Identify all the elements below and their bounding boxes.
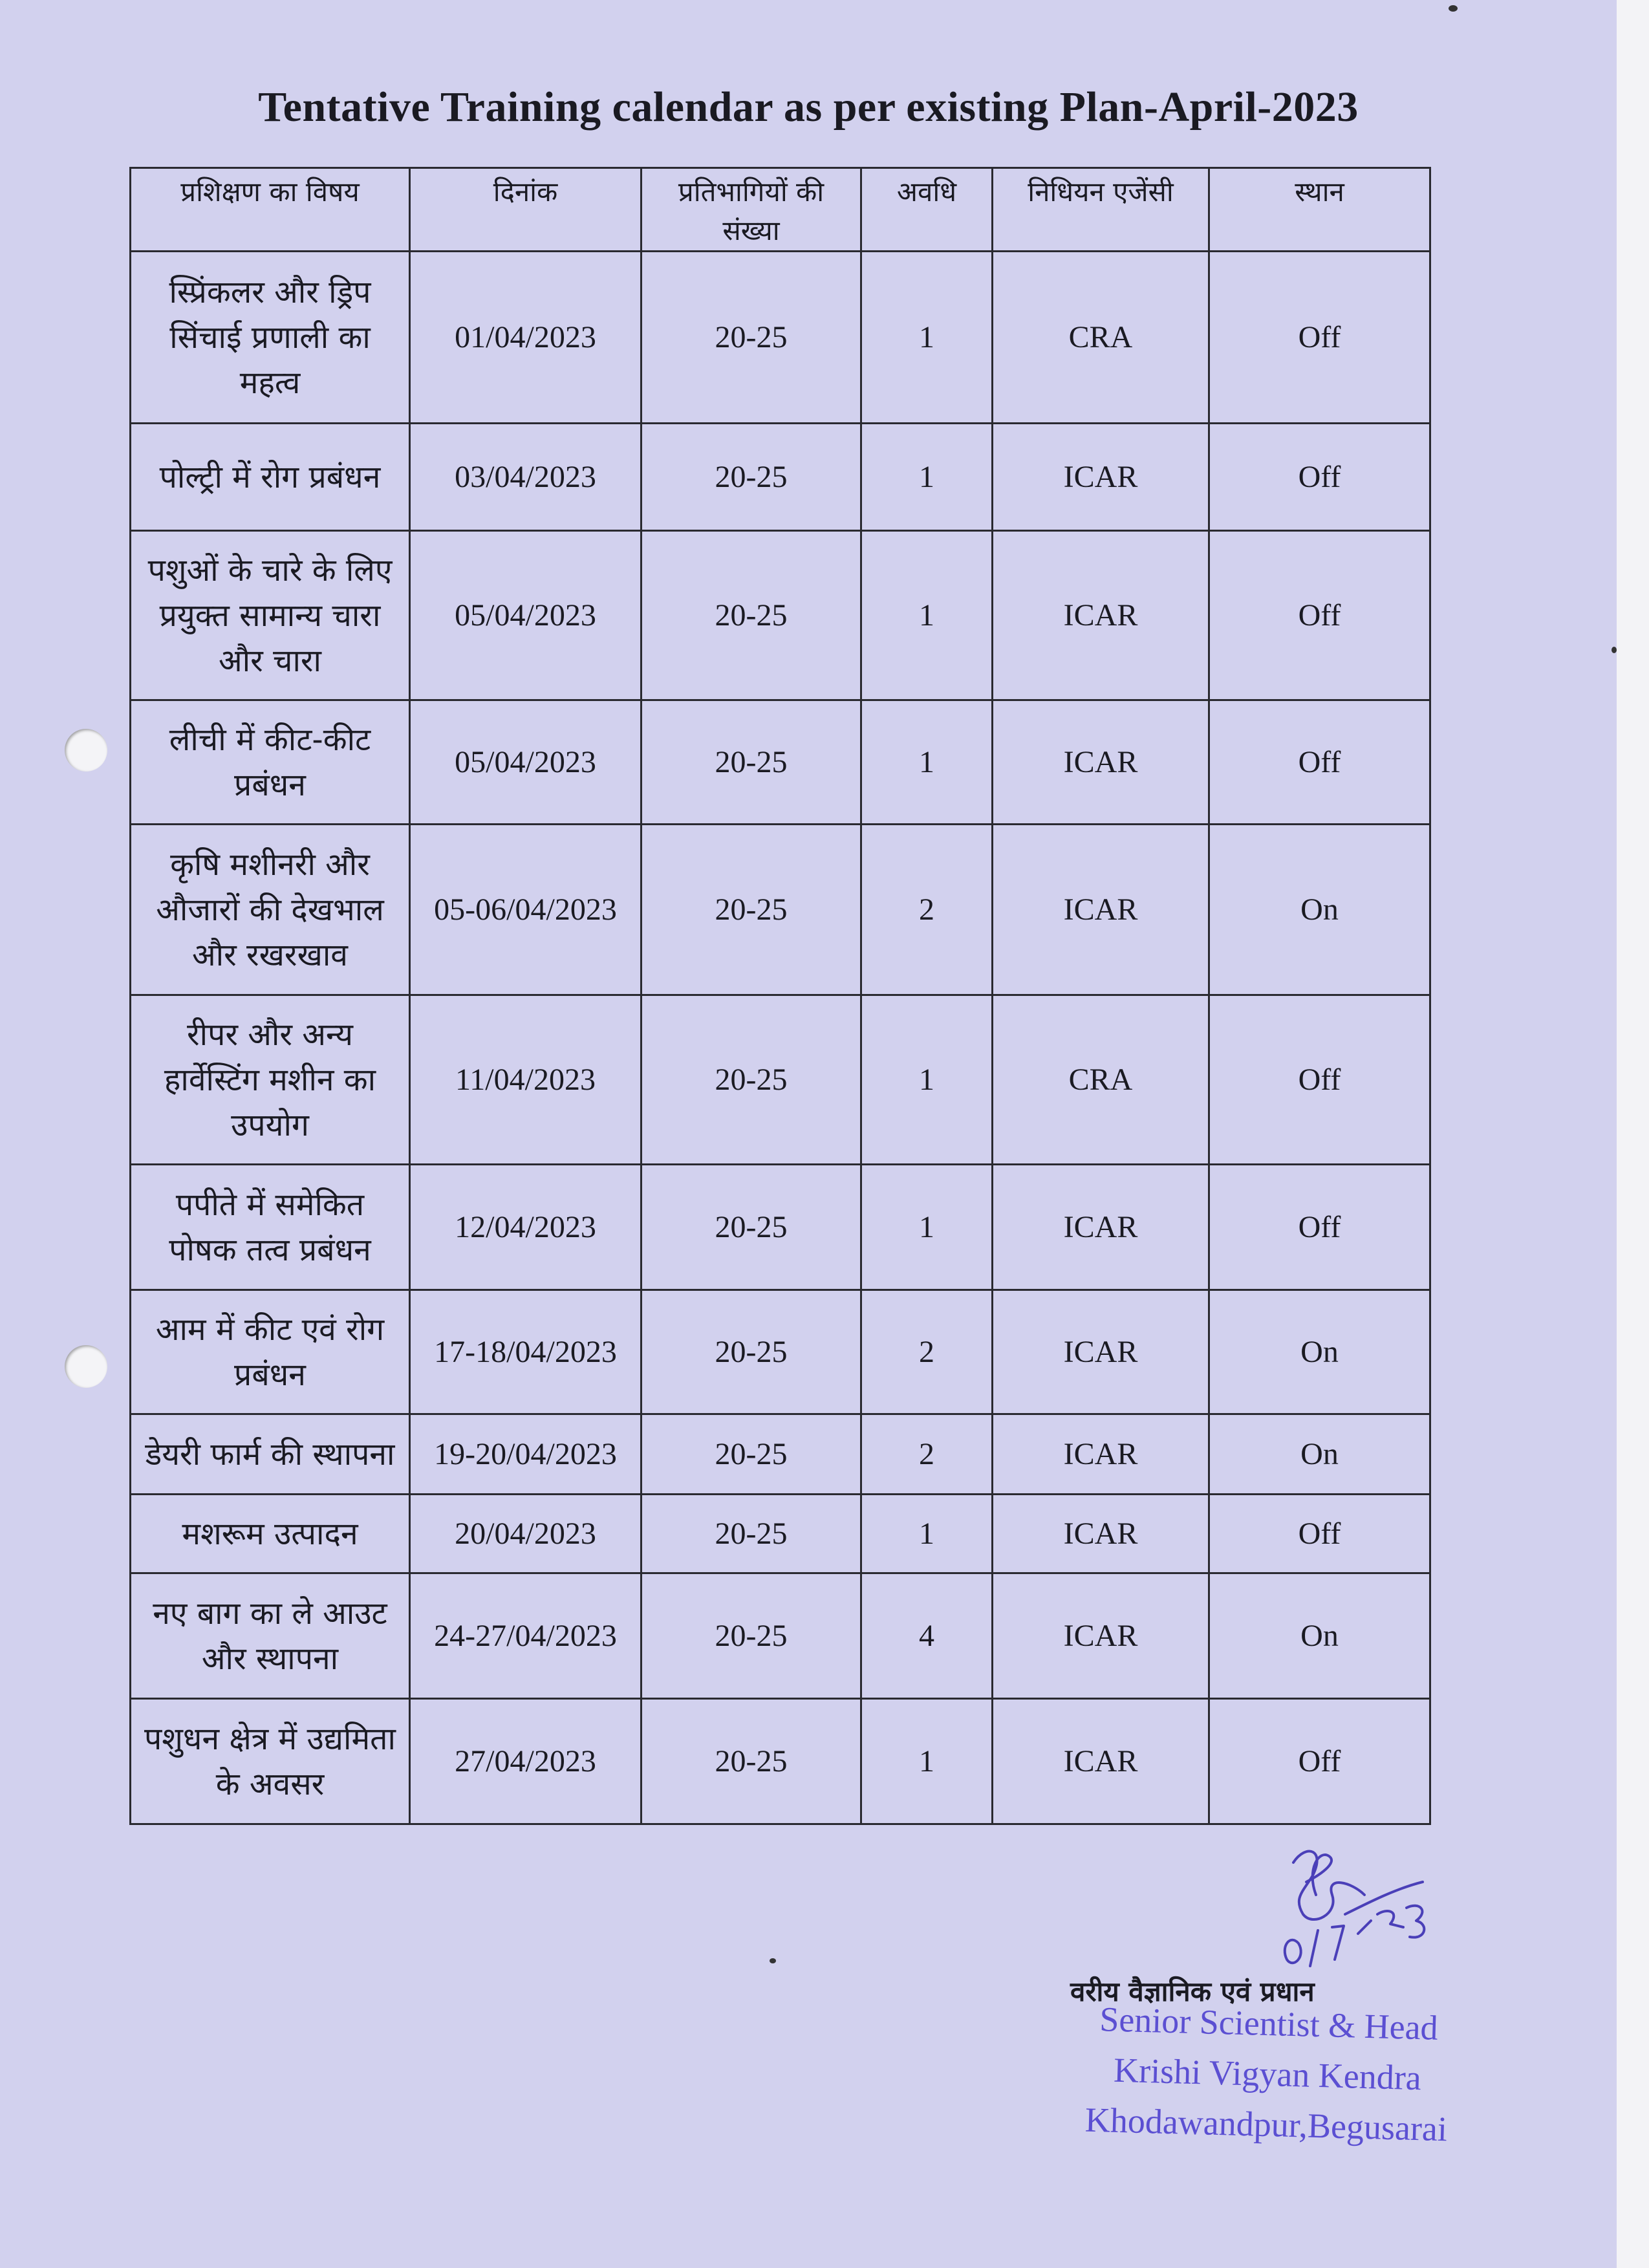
stamp-line-org: Krishi Vigyan Kendra [1113,2050,1422,2098]
designation-text: वरीय वैज्ञानिक एवं प्रधान [1070,1976,1315,2007]
cell-subject: डेयरी फार्म की स्थापना [131,1414,410,1495]
cell-subject: पोल्ट्री में रोग प्रबंधन [131,424,410,531]
cell-agency: ICAR [993,1573,1209,1699]
cell-participants: 20-25 [641,1414,861,1495]
stamp-line-title: Senior Scientist & Head [1099,2000,1439,2047]
cell-venue: Off [1209,1699,1430,1824]
official-stamp [1059,1993,1476,2155]
cell-venue: Off [1209,531,1430,700]
cell-venue: On [1209,825,1430,995]
cell-venue: Off [1209,424,1430,531]
table-row [131,1414,1430,1495]
cell-agency: ICAR [993,1290,1209,1414]
cell-date: 01/04/2023 [410,252,641,424]
table-header-row [131,168,1430,252]
cell-duration: 1 [861,424,993,531]
cell-date: 12/04/2023 [410,1165,641,1290]
cell-date: 05/04/2023 [410,700,641,825]
stamp-line-location: Khodawandpur,Begusarai [1084,2100,1448,2149]
cell-duration: 2 [861,825,993,995]
cell-participants: 20-25 [641,995,861,1165]
cell-duration: 1 [861,1699,993,1824]
cell-venue: On [1209,1573,1430,1699]
cell-subject: आम में कीट एवं रोग प्रबंधन [131,1290,410,1414]
cell-duration: 4 [861,1573,993,1699]
table-row [131,1699,1430,1824]
punch-hole [65,729,107,772]
table-row [131,531,1430,700]
column-header-agency: निधियन एजेंसी [993,168,1209,252]
cell-date: 17-18/04/2023 [410,1290,641,1414]
table-row [131,424,1430,531]
cell-venue: Off [1209,1165,1430,1290]
training-calendar-table [129,167,1431,1825]
cell-subject: स्प्रिंकलर और ड्रिप सिंचाई प्रणाली का महत्व [131,252,410,424]
cell-duration: 1 [861,995,993,1165]
table-row [131,1290,1430,1414]
table-row [131,1495,1430,1573]
cell-date: 19-20/04/2023 [410,1414,641,1495]
column-header-date: दिनांक [410,168,641,252]
speck [1449,5,1458,12]
cell-venue: On [1209,1414,1430,1495]
cell-participants: 20-25 [641,825,861,995]
cell-subject: पशुओं के चारे के लिए प्रयुक्त सामान्य चारा और चारा [131,531,410,700]
cell-participants: 20-25 [641,1495,861,1573]
cell-agency: ICAR [993,825,1209,995]
cell-agency: ICAR [993,1699,1209,1824]
cell-agency: CRA [993,252,1209,424]
cell-duration: 1 [861,700,993,825]
cell-agency: ICAR [993,700,1209,825]
cell-venue: Off [1209,995,1430,1165]
cell-date: 03/04/2023 [410,424,641,531]
cell-participants: 20-25 [641,1699,861,1824]
cell-participants: 20-25 [641,700,861,825]
cell-venue: On [1209,1290,1430,1414]
cell-venue: Off [1209,1495,1430,1573]
cell-participants: 20-25 [641,252,861,424]
cell-duration: 1 [861,531,993,700]
cell-subject: रीपर और अन्य हार्वेस्टिंग मशीन का उपयोग [131,995,410,1165]
cell-duration: 1 [861,1495,993,1573]
cell-date: 27/04/2023 [410,1699,641,1824]
cell-subject: पशुधन क्षेत्र में उद्यमिता के अवसर [131,1699,410,1824]
column-header-subject: प्रशिक्षण का विषय [131,168,410,252]
table-row [131,1573,1430,1699]
table-row [131,700,1430,825]
speck [770,1958,776,1963]
cell-participants: 20-25 [641,1165,861,1290]
cell-venue: Off [1209,700,1430,825]
cell-date: 24-27/04/2023 [410,1573,641,1699]
page-edge [1617,0,1649,2268]
table-row [131,1165,1430,1290]
table-row [131,825,1430,995]
handwritten-signature [1267,1837,1436,1972]
cell-date: 05/04/2023 [410,531,641,700]
cell-duration: 1 [861,252,993,424]
cell-date: 20/04/2023 [410,1495,641,1573]
speck [1611,647,1617,653]
cell-agency: ICAR [993,424,1209,531]
cell-agency: ICAR [993,531,1209,700]
cell-date: 05-06/04/2023 [410,825,641,995]
cell-subject: लीची में कीट-कीट प्रबंधन [131,700,410,825]
cell-duration: 2 [861,1290,993,1414]
table-row [131,252,1430,424]
table-row [131,995,1430,1165]
cell-participants: 20-25 [641,424,861,531]
column-header-venue: स्थान [1209,168,1430,252]
cell-agency: ICAR [993,1414,1209,1495]
cell-venue: Off [1209,252,1430,424]
cell-participants: 20-25 [641,1573,861,1699]
cell-agency: ICAR [993,1495,1209,1573]
cell-subject: कृषि मशीनरी और औजारों की देखभाल और रखरखाव [131,825,410,995]
punch-hole [65,1345,107,1388]
cell-subject: नए बाग का ले आउट और स्थापना [131,1573,410,1699]
cell-subject: मशरूम उत्पादन [131,1495,410,1573]
cell-participants: 20-25 [641,531,861,700]
cell-date: 11/04/2023 [410,995,641,1165]
cell-agency: ICAR [993,1165,1209,1290]
cell-duration: 1 [861,1165,993,1290]
column-header-participants: प्रतिभागियों की संख्या [641,168,861,252]
page-title: Tentative Training calendar as per existing Plan-April-2023 [258,83,1359,131]
column-header-duration: अवधि [861,168,993,252]
cell-subject: पपीते में समेकित पोषक तत्व प्रबंधन [131,1165,410,1290]
cell-duration: 2 [861,1414,993,1495]
cell-participants: 20-25 [641,1290,861,1414]
cell-agency: CRA [993,995,1209,1165]
